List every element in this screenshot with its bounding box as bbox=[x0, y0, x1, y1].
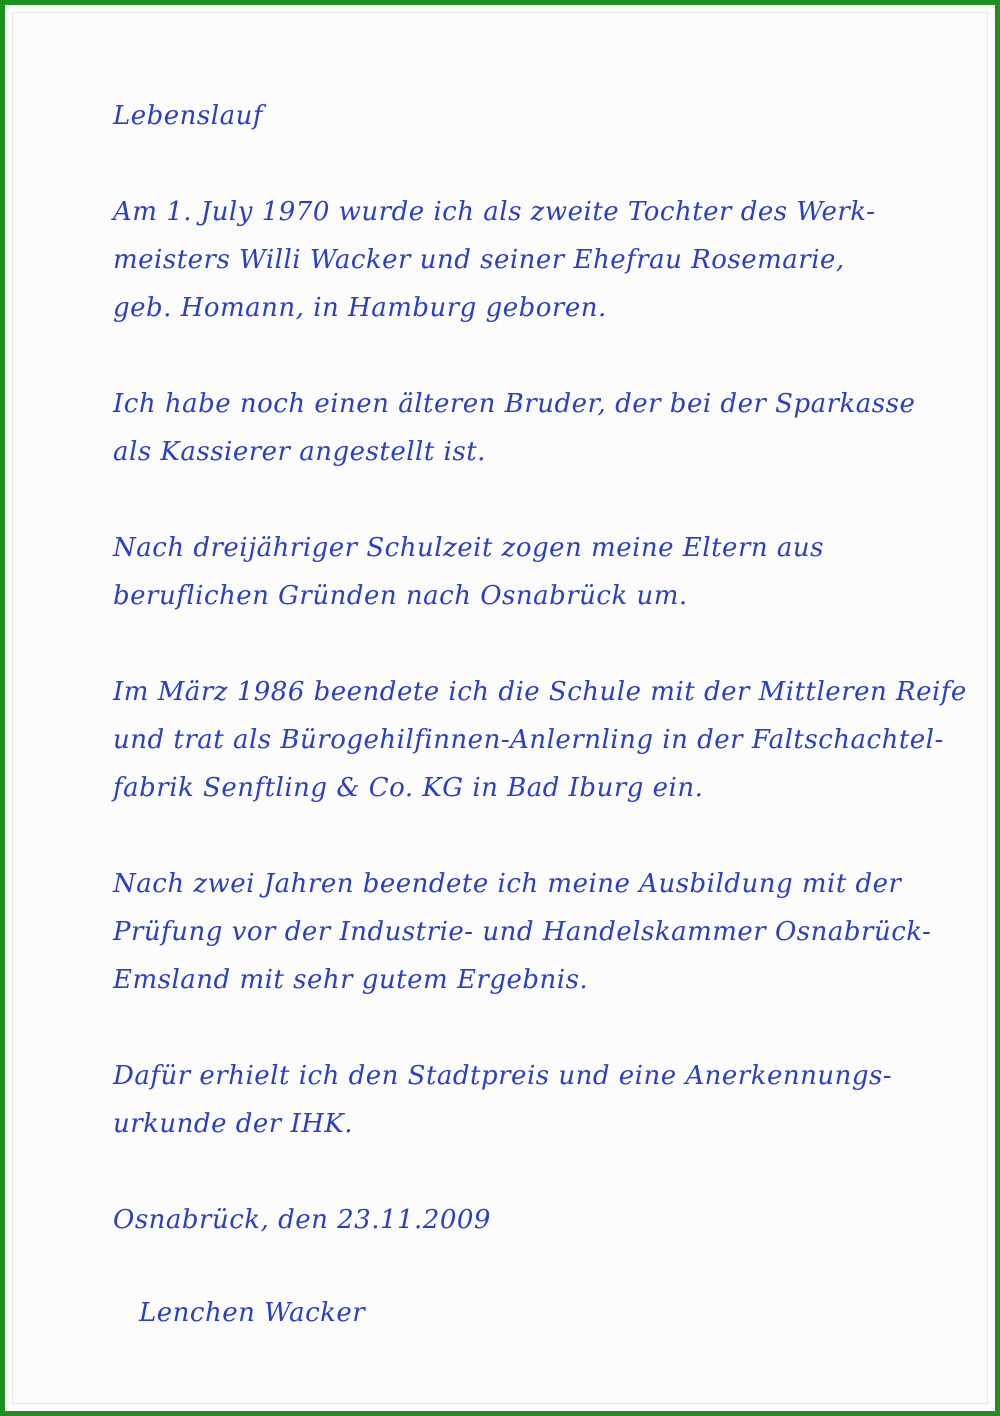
place-date: Osnabrück, den 23.11.2009 bbox=[113, 1205, 491, 1235]
paragraph-line: Nach zwei Jahren beendete ich meine Ausbildung mit der bbox=[113, 869, 902, 899]
paragraph-line: Emsland mit sehr gutem Ergebnis. bbox=[113, 965, 589, 995]
signature: Lenchen Wacker bbox=[139, 1298, 366, 1328]
paragraph-line: meisters Willi Wacker und seiner Ehefrau Rosemarie, bbox=[113, 245, 845, 275]
paragraph-line: Dafür erhielt ich den Stadtpreis und eine Anerkennungs- bbox=[113, 1061, 893, 1091]
paragraph-line: beruflichen Gründen nach Osnabrück um. bbox=[113, 581, 688, 611]
paragraph-line: und trat als Bürogehilfinnen-Anlernling in der Faltschachtel- bbox=[113, 725, 944, 755]
paragraph-line: Ich habe noch einen älteren Bruder, der bei der Sparkasse bbox=[113, 389, 916, 419]
paragraph-line: Am 1. July 1970 wurde ich als zweite Tochter des Werk- bbox=[113, 197, 876, 227]
paragraph-line: urkunde der IHK. bbox=[113, 1109, 354, 1139]
paragraph-line: Prüfung vor der Industrie- und Handelskammer Osnabrück- bbox=[113, 917, 932, 947]
paragraph-line: Im März 1986 beendete ich die Schule mit der Mittleren Reife bbox=[113, 677, 967, 707]
paragraph-line: Nach dreijähriger Schulzeit zogen meine Eltern aus bbox=[113, 533, 824, 563]
paragraph-line: als Kassierer angestellt ist. bbox=[113, 437, 486, 467]
paragraph-line: fabrik Senftling & Co. KG in Bad Iburg ein. bbox=[113, 773, 704, 803]
paragraph-line: geb. Homann, in Hamburg geboren. bbox=[113, 293, 607, 323]
document-title: Lebenslauf bbox=[113, 101, 263, 131]
